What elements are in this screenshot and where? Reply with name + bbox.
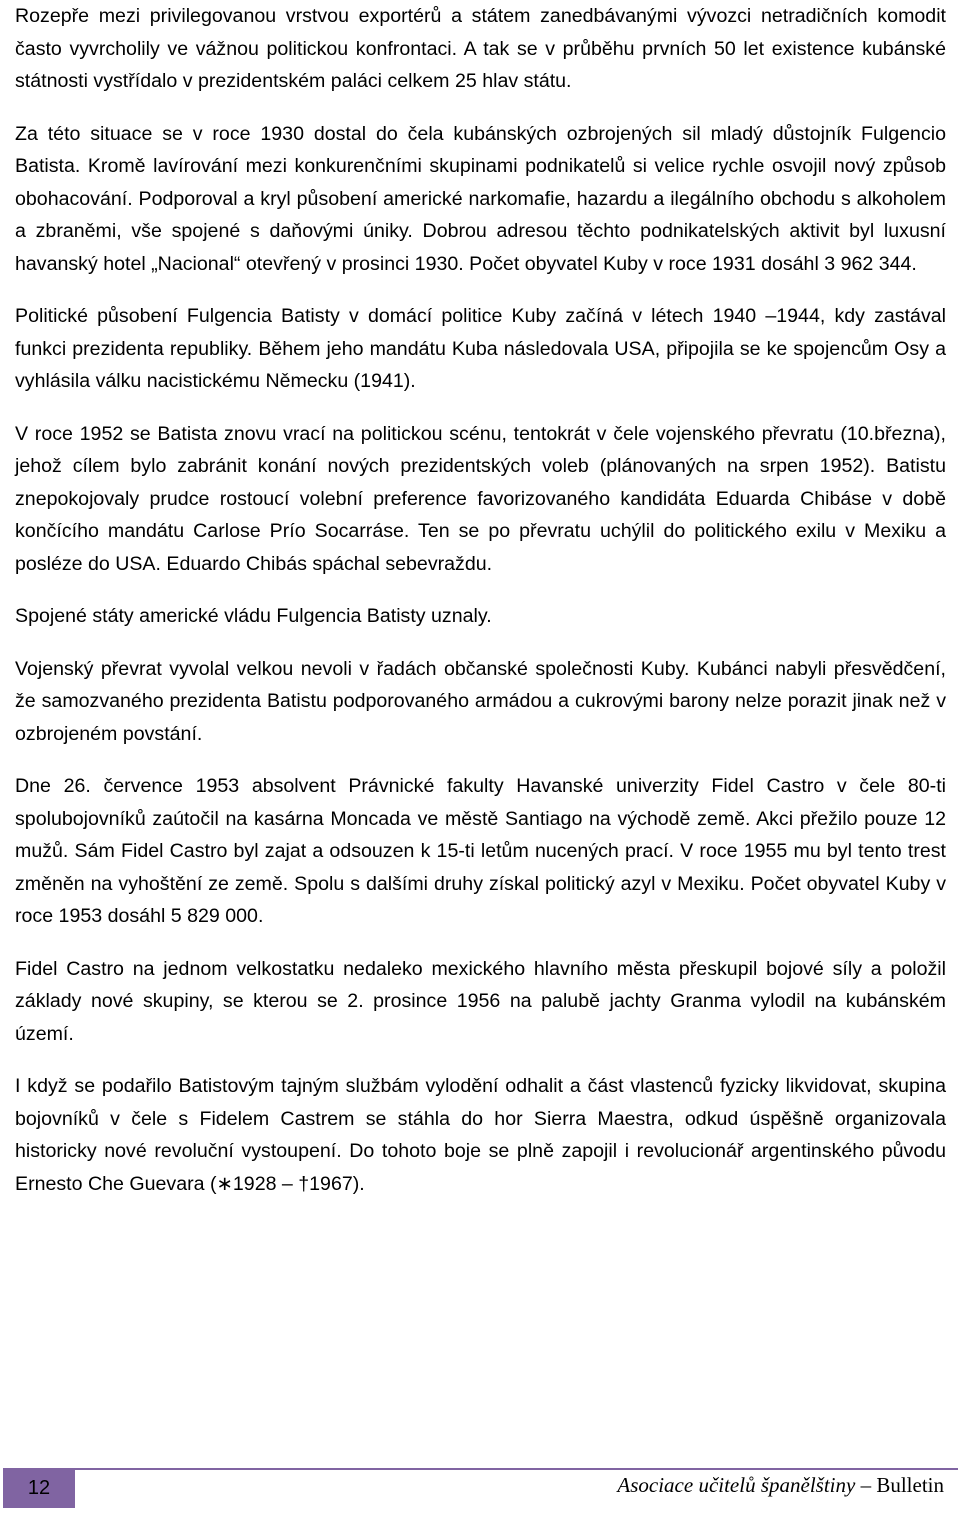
paragraph-7: Dne 26. července 1953 absolvent Právnické fakulty Havanské univerzity Fidel Castro v čele 80-ti spolubojovníků zaútočil na kasárna Moncada ve městě Santiago na východě země. Akci přežilo pouze 12 mužů. Sám Fidel Castro byl zajat a odsouzen k 15-ti letům nucených prací. V roce 1955 mu byl tento trest změněn na vyhoštění ze země. Spolu s dalšími druhy získal politický azyl v Mexiku. Počet obyvatel Kuby v roce 1953 dosáhl 5 829 000. [15, 775, 946, 927]
footer-publication [617, 1471, 944, 1499]
article-body [15, 0, 946, 1200]
paragraph-8: Fidel Castro na jednom velkostatku nedaleko mexického hlavního města přeskupil bojové síly a položil základy nové skupiny, se kterou se 2. prosince 1956 na palubě jachty Granma vylodil na kubánském území. [15, 957, 946, 1045]
paragraph-4: V roce 1952 se Batista znovu vrací na politickou scénu, tentokrát v čele vojenského převratu (10.března), jehož cílem bylo zabránit konání nových prezidentských voleb (plánovaných na srpen 1952). Batistu znepokojovaly prudce rostoucí volební preference favorizovaného kandidáta Eduarda Chibáse v době končícího mandátu Carlose Prío Socarráse. Ten se po převratu uchýlil do politického exilu v Mexiku a posléze do USA. Eduardo Chibás spáchal sebevraždu. [15, 422, 946, 575]
footer-separator: – [855, 1473, 877, 1497]
paragraph-9: I když se podařilo Batistovým tajným službám vylodění odhalit a část vlastenců fyzicky likvidovat, skupina bojovníků v čele s Fidelem Castrem se stáhla do hor Sierra Maestra, odkud úspěšně organizovala historicky nové revoluční vystoupení. Do tohoto boje se plně zapojil i revolucionář argentinského původu Ernesto Che Guevara (∗1928 – †1967). [15, 1075, 946, 1195]
paragraph-1: Rozepře mezi privilegovanou vrstvou exportérů a státem zanedbávanými vývozci netradičních komodit často vyvrcholily ve vážnou politickou konfrontaci. A tak se v průběhu prvních 50 let existence kubánské státnosti vystřídalo v prezidentském paláci celkem 25 hlav státu. [15, 5, 946, 92]
paragraph-6: Vojenský převrat vyvolal velkou nevoli v řadách občanské společnosti Kuby. Kubánci nabyli přesvědčení, že samozvaného prezidenta Batistu podporovaného armádou a cukrovými barony nelze porazit jinak než v ozbrojeném povstání. [15, 657, 946, 745]
paragraph-5: Spojené státy americké vládu Fulgencia Batisty uznaly. [15, 605, 492, 627]
footer-publication-name: Asociace učitelů španělštiny [617, 1473, 856, 1497]
paragraph-2: Za této situace se v roce 1930 dostal do čela kubánských ozbrojených sil mladý důstojník Fulgencio Batista. Kromě lavírování mezi konkurenčními skupinami podnikatelů si velice rychle osvojil nový způsob obohacování. Podporoval a kryl působení americké narkomafie, hazardu a ilegálního obchodu s alkoholem a zbraněmi, vše spojené s daňovými úniky. Dobrou adresou těchto podnikatelských aktivit byl luxusní havanský hotel „Nacional“ otevřený v prosinci 1930. Počet obyvatel Kuby v roce 1931 dosáhl 3 962 344. [15, 122, 946, 275]
page-number: 12 [3, 1468, 75, 1508]
paragraph-3: Politické působení Fulgencia Batisty v domácí politice Kuby začíná v létech 1940 –1944, kdy zastával funkci prezidenta republiky. Během jeho mandátu Kuba následovala USA, připojila se ke spojencům Osy a vyhlásila válku nacistickému Německu (1941). [15, 305, 946, 392]
footer-divider [3, 1468, 958, 1470]
footer-bulletin: Bulletin [876, 1473, 944, 1497]
